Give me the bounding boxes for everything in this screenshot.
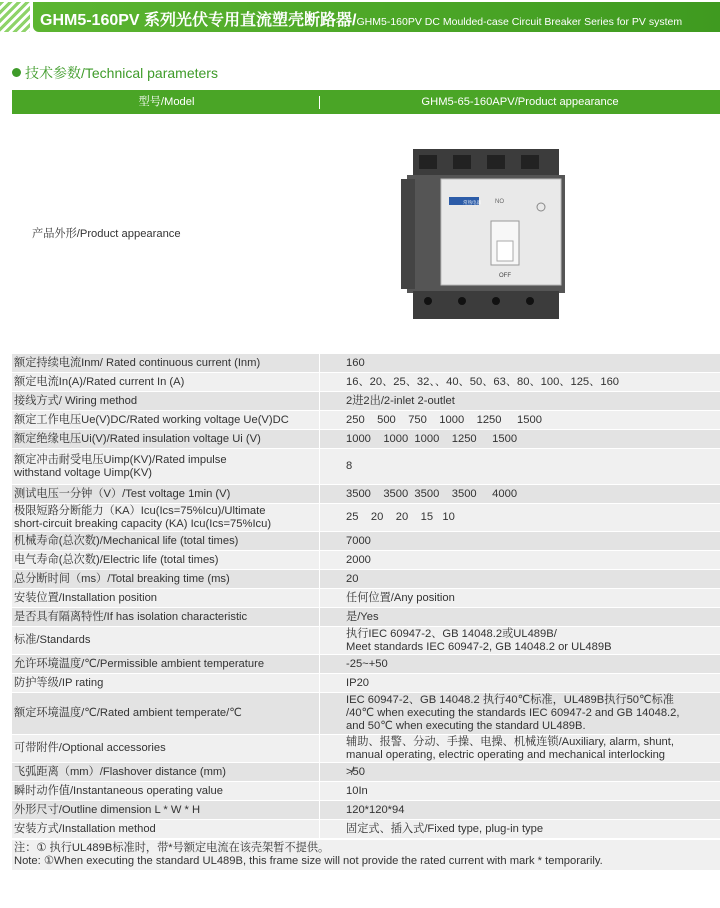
param-value-line: 2进2出/2-inlet 2-outlet xyxy=(346,394,455,407)
param-label xyxy=(12,430,319,448)
param-value xyxy=(319,655,720,673)
param-label xyxy=(12,532,319,550)
param-value xyxy=(319,801,720,819)
product-no-label: NO xyxy=(495,199,504,205)
param-label-line: 额定持续电流Inm/ Rated continuous current (Inm) xyxy=(14,356,261,369)
param-value xyxy=(319,693,720,734)
table-row xyxy=(12,392,720,411)
param-label-line: 安装方式/Installation method xyxy=(14,822,156,835)
header-title-en: GHM5-160PV DC Moulded-case Circuit Breaker Series for PV system xyxy=(356,16,683,28)
param-value xyxy=(319,373,720,391)
param-label xyxy=(12,693,319,734)
param-value-line: 执行IEC 60947-2、GB 14048.2或UL489B/ xyxy=(346,627,557,640)
param-value-line: 20 xyxy=(346,572,359,585)
table-row xyxy=(12,504,720,532)
param-value xyxy=(319,449,720,484)
param-value-line: 3500 3500 3500 3500 4000 xyxy=(346,487,518,500)
param-label xyxy=(12,504,319,531)
param-label-line: 防护等级/IP rating xyxy=(14,676,104,689)
table-row xyxy=(12,608,720,627)
table-row xyxy=(12,449,720,485)
table-row xyxy=(12,735,720,763)
param-label xyxy=(12,551,319,569)
param-label xyxy=(12,674,319,692)
table-row xyxy=(12,354,720,373)
header-product: GHM5-65-160APV/Product appearance xyxy=(319,96,720,109)
param-value xyxy=(319,627,720,654)
param-label-line: 额定环境温度/℃/Rated ambient temperate/℃ xyxy=(14,707,242,719)
param-label-line: 标准/Standards xyxy=(14,634,91,646)
param-value-line: IEC 60947-2、GB 14048.2 执行40℃标准，UL489B执行50℃标准 xyxy=(346,694,674,706)
param-value-line: 250 500 750 1000 1250 1500 xyxy=(346,413,542,426)
param-label xyxy=(12,485,319,503)
table-header-row xyxy=(12,90,720,115)
param-label-line: 额定电流In(A)/Rated current In (A) xyxy=(14,375,185,388)
photo-cell xyxy=(319,149,720,319)
param-label-line: 允许环境温度/℃/Permissible ambient temperature xyxy=(14,657,265,670)
param-value-line: 7000 xyxy=(346,534,371,547)
header-title-cn: GHM5-160PV 系列光伏专用直流塑壳断路器/ xyxy=(40,12,357,29)
param-value xyxy=(319,430,720,448)
param-label xyxy=(12,655,319,673)
header-stripe-decoration xyxy=(0,2,30,32)
table-row xyxy=(12,763,720,782)
param-value xyxy=(319,485,720,503)
table-row xyxy=(12,411,720,430)
table-row xyxy=(12,589,720,608)
param-label xyxy=(12,627,319,654)
product-brand-label: 常熟电器 xyxy=(463,200,481,205)
param-value xyxy=(319,392,720,410)
param-label xyxy=(12,570,319,588)
param-label xyxy=(12,589,319,607)
table-row xyxy=(12,485,720,504)
bullet-icon xyxy=(12,68,21,77)
footnote-en: Note: ①When executing the standard UL489B, this frame size will not provide the rated current with mark * temporarily. xyxy=(14,855,603,867)
param-value-line: manual operating, electric operating and mechanical interlocking xyxy=(346,748,666,761)
section-title-text: 技术参数/Technical parameters xyxy=(25,65,218,81)
table-row xyxy=(12,551,720,570)
param-label-line: 可带附件/Optional accessories xyxy=(14,742,166,754)
param-value-line: 是/Yes xyxy=(346,610,379,623)
param-value xyxy=(319,674,720,692)
param-label xyxy=(12,735,319,762)
param-value-line: 1000 1000 1000 1250 1500 xyxy=(346,432,518,445)
footnote-cn: 注：① 执行UL489B标准时，带*号额定电流在该壳架暂不提供。 xyxy=(14,842,330,854)
param-label xyxy=(12,411,319,429)
footnote xyxy=(12,840,720,870)
param-label xyxy=(12,608,319,626)
header-title xyxy=(40,7,682,30)
param-label-line: 额定冲击耐受电压Uimp(KV)/Rated impulse xyxy=(14,453,227,466)
table-row xyxy=(12,532,720,551)
param-value-line: 8 xyxy=(346,460,353,472)
param-label-line: 电气寿命(总次数)/Electric life (total times) xyxy=(14,553,219,566)
param-value-line: 辅助、报警、分动、手操、电操、机械连锁/Auxiliary, alarm, shunt, xyxy=(346,735,674,748)
param-value xyxy=(319,735,720,762)
param-label-line: 接线方式/ Wiring method xyxy=(14,394,138,407)
table-row xyxy=(12,570,720,589)
param-label-line: 总分断时间（ms）/Total breaking time (ms) xyxy=(14,572,230,585)
param-label xyxy=(12,392,319,410)
param-label-line: 测试电压一分钟（V）/Test voltage 1min (V) xyxy=(14,487,231,500)
param-label-line: 瞬时动作值/Instantaneous operating value xyxy=(14,784,223,797)
table-row xyxy=(12,693,720,735)
param-value-line: 25 20 20 15 10 xyxy=(346,511,455,523)
product-off-label: OFF xyxy=(499,273,511,279)
table-row xyxy=(12,820,720,839)
photo-label: 产品外形/Product appearance xyxy=(32,227,181,240)
param-value-line: 2000 xyxy=(346,553,371,566)
param-value-line: ≯50 xyxy=(346,765,365,778)
header-banner xyxy=(0,0,720,34)
param-label xyxy=(12,820,319,838)
table-row xyxy=(12,655,720,674)
table-row xyxy=(12,782,720,801)
param-value xyxy=(319,411,720,429)
param-value-line: Meet standards IEC 60947-2, GB 14048.2 or UL489B xyxy=(346,640,612,653)
param-label-line: 额定绝缘电压Ui(V)/Rated insulation voltage Ui (V) xyxy=(14,432,261,445)
table-row xyxy=(12,674,720,693)
param-value xyxy=(319,782,720,800)
header-model: 型号/Model xyxy=(138,95,195,108)
product-image xyxy=(401,149,571,319)
param-label xyxy=(12,782,319,800)
table-row xyxy=(12,430,720,449)
param-value xyxy=(319,504,720,531)
param-value-line: 10In xyxy=(346,784,368,797)
param-label xyxy=(12,373,319,391)
param-label-line: 外形尺寸/Outline dimension L * W * H xyxy=(14,803,201,816)
param-label xyxy=(12,801,319,819)
param-value-line: /40℃ when executing the standards IEC 60947-2 and GB 14048.2, xyxy=(346,707,680,719)
param-value-line: 16、20、25、32、、40、50、63、80、100、125、160 xyxy=(346,375,620,388)
table-row xyxy=(12,373,720,392)
param-label xyxy=(12,763,319,781)
param-label-line: 飞弧距离（mm）/Flashover distance (mm) xyxy=(14,765,226,778)
param-label xyxy=(12,354,319,372)
param-value xyxy=(319,532,720,550)
table-row xyxy=(12,801,720,820)
param-label-line: 额定工作电压Ue(V)DC/Rated working voltage Ue(V)DC xyxy=(14,413,289,426)
param-value xyxy=(319,589,720,607)
spec-rows xyxy=(12,354,720,839)
param-value-line: 160 xyxy=(346,356,365,369)
table-row xyxy=(12,627,720,655)
param-value xyxy=(319,570,720,588)
param-value-line: 120*120*94 xyxy=(346,803,405,816)
param-label-line: short-circuit breaking capacity (KA) Icu(Ics=75%Icu) xyxy=(14,517,272,530)
param-value xyxy=(319,608,720,626)
product-photo-row xyxy=(12,115,720,354)
param-label xyxy=(12,449,319,484)
param-label-line: 极限短路分断能力（KA）Icu(Ics=75%Icu)/Ultimate xyxy=(14,504,266,517)
param-label-line: 安装位置/Installation position xyxy=(14,591,158,604)
param-value-line: and 50℃ when executing the standard UL489B. xyxy=(346,720,586,732)
param-value-line: -25~+50 xyxy=(346,657,388,670)
param-label-line: 是否具有隔离特性/If has isolation characteristic xyxy=(14,610,248,623)
param-value xyxy=(319,820,720,838)
param-label-line: 机械寿命(总次数)/Mechanical life (total times) xyxy=(14,534,239,547)
param-value-line: 任何位置/Any position xyxy=(346,591,455,604)
param-label-line: withstand voltage Uimp(KV) xyxy=(14,466,153,479)
param-value xyxy=(319,354,720,372)
param-value-line: IP20 xyxy=(346,676,370,689)
spec-table xyxy=(12,90,720,839)
param-value-line: 固定式、插入式/Fixed type, plug-in type xyxy=(346,822,544,835)
section-title xyxy=(12,63,218,83)
param-value xyxy=(319,763,720,781)
param-value xyxy=(319,551,720,569)
